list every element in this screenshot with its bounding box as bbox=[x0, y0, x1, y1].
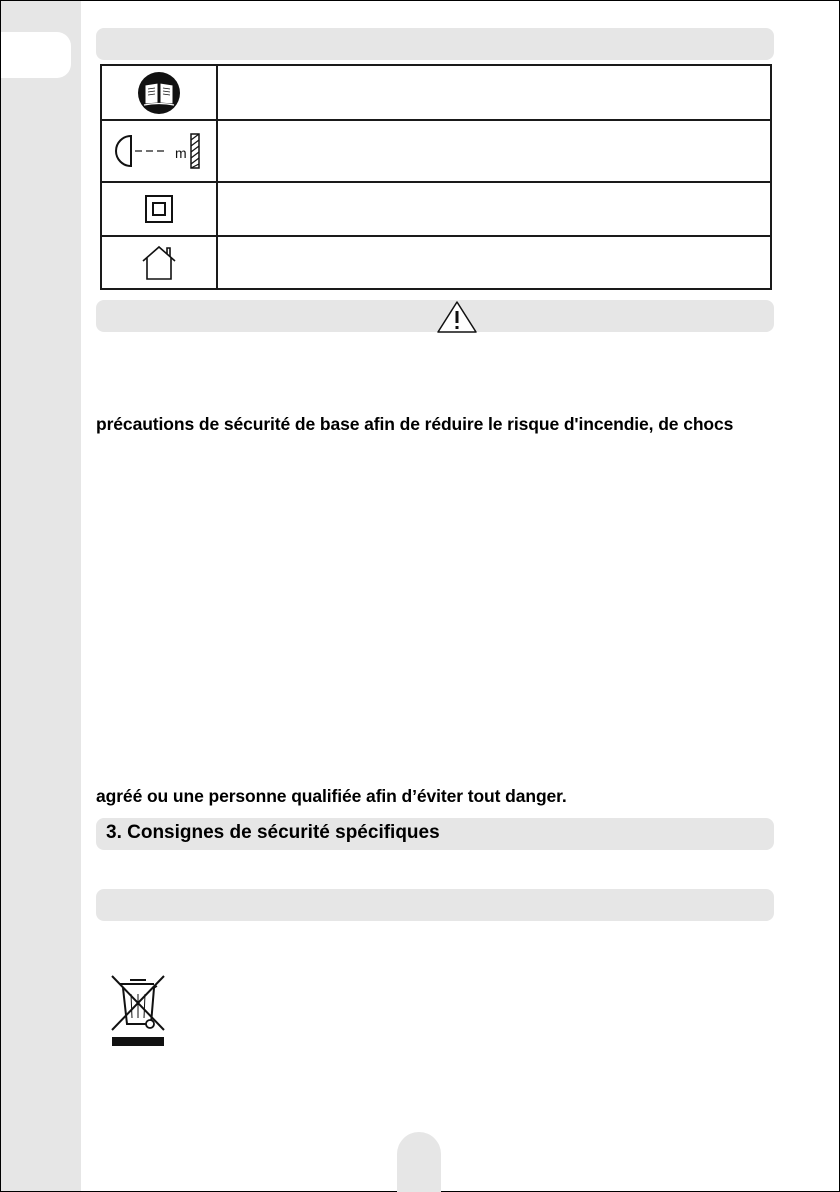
body-text-line: agréé ou une personne qualifiée afin d’éviter tout danger. bbox=[96, 786, 567, 806]
symbol-cell bbox=[102, 121, 218, 181]
symbol-row-class-ii bbox=[102, 183, 770, 237]
manual-book-icon bbox=[134, 71, 184, 115]
double-insulation-icon bbox=[144, 194, 174, 224]
section-bar-symbols bbox=[96, 28, 774, 60]
distance-unit: m bbox=[175, 145, 187, 161]
distance-spotlight-icon bbox=[109, 129, 209, 173]
symbol-row-indoor bbox=[102, 237, 770, 288]
side-tab bbox=[1, 32, 71, 78]
indoor-use-icon bbox=[137, 243, 181, 283]
section-bar-disposal bbox=[96, 889, 774, 921]
left-margin-strip bbox=[1, 1, 81, 1191]
page-footer-tab bbox=[397, 1132, 441, 1192]
section-bar-warning bbox=[96, 300, 774, 332]
symbol-table bbox=[100, 64, 772, 290]
warning-triangle-icon bbox=[436, 300, 478, 334]
section-title: 3. Consignes de sécurité spécifiques bbox=[106, 822, 440, 843]
body-text-line: précautions de sécurité de base afin de réduire le risque d'incendie, de chocs bbox=[96, 414, 734, 434]
symbol-cell bbox=[102, 66, 218, 119]
symbol-cell bbox=[102, 237, 218, 288]
symbol-row-distance bbox=[102, 121, 770, 183]
crossed-out-wheelie-bin-icon bbox=[108, 974, 168, 1050]
symbol-row-manual bbox=[102, 66, 770, 121]
symbol-cell bbox=[102, 183, 218, 235]
section-bar-specific bbox=[96, 818, 774, 850]
